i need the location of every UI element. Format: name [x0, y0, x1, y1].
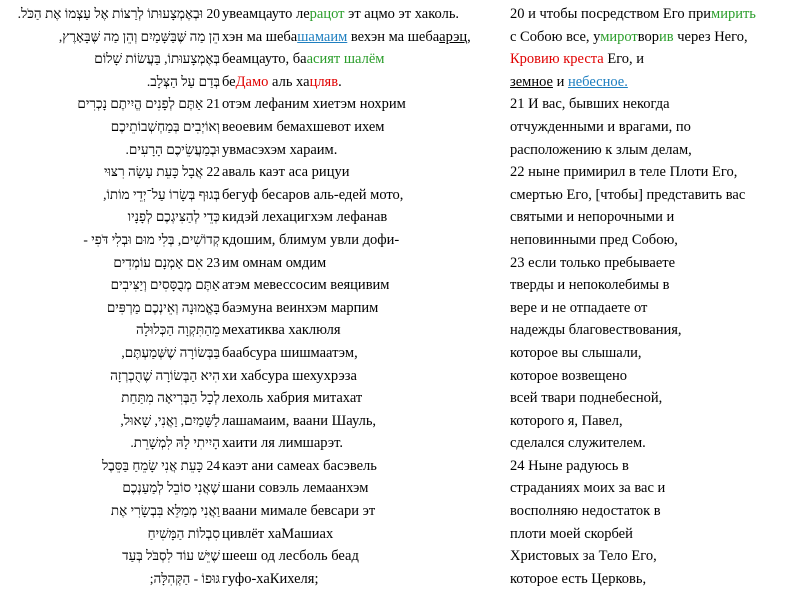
translit-line: кдошим, блимум увли дофи-	[222, 231, 400, 248]
russian-line: смертью Его, [чтобы] представить вас	[510, 186, 746, 203]
hebrew-line: 24 כָּעֵת אֲנִי שָׂמֵחַ בַּסֵּבֶל	[101, 457, 220, 473]
russian-line: отчужденными и врагами, по	[510, 118, 691, 135]
hebrew-line: שֶׁיֵּשׁ עוֹד לִסְבֹּל בְּעַד	[122, 548, 220, 564]
russian-line: 22 ныне примирил в теле Плоти Его,	[510, 164, 738, 181]
hebrew-line: לַשָּׁמַיִם, וַאֲנִי, שָׁאוּל,	[120, 412, 220, 428]
hebrew-line: גּוּפוֹ - הַקְּהִלָּה;	[149, 570, 220, 586]
translit-line: шееш од лесболь беад	[222, 548, 359, 565]
russian-line: всей твари поднебесной,	[510, 390, 663, 407]
translit-line: увеамцауто лерацот эт ацмо эт хаколь.	[222, 6, 460, 22]
hebrew-line: 21 אַתֶּם לְפָנִים הֱיִיתֶם נָכְרִים	[77, 96, 220, 112]
russian-line: плоти моей скорбей	[510, 525, 633, 542]
transliteration-column	[222, 3, 492, 590]
hebrew-line: בַּבְּשׂוֹרָה שֶׁשְּׁמַעְתֶּם,	[121, 344, 220, 360]
russian-line: сделался служителем.	[510, 435, 646, 452]
hebrew-line: בְּדַם עַל הַצְּלָב.	[146, 73, 220, 89]
russian-line: которое возвещено	[510, 367, 628, 384]
translit-line: ваани мимале бевсари эт	[222, 503, 376, 520]
hebrew-line: סִבְלוֹת הַמָּשִׁיחַ	[147, 525, 220, 541]
russian-line: с Собою все, умиротворив через Него,	[510, 28, 748, 45]
hebrew-line: 23 אִם אָמְנָם עוֹמְדִים	[113, 254, 220, 270]
translit-line: каэт ани самеах басэвель	[222, 457, 377, 474]
russian-line: которое вы слышали,	[510, 344, 642, 361]
translit-line: гуфо-хаКихеля;	[222, 570, 319, 587]
hebrew-line: הֵן מַה שֶּׁבַּשָּׁמַיִם וְהֵן מַה שֶּׁבָּאָרֶץ,	[58, 28, 220, 44]
translit-line: кидэй лехацигхэм лефанав	[222, 209, 388, 226]
translit-line: веоевим бемахшевот ихем	[222, 118, 385, 135]
russian-line: Кровию креста Его, и	[510, 51, 645, 68]
translit-line: лехоль хабрия митахат	[222, 390, 363, 407]
russian-line: расположению к злым делам,	[510, 141, 692, 158]
translit-line: им омнам омдим	[222, 254, 327, 271]
translit-line: аваль каэт аса рицуи	[222, 164, 350, 181]
translit-line: хэн ма шебашамаим вехэн ма шебаарэц,	[222, 28, 471, 45]
russian-line: восполняю недостаток в	[510, 503, 661, 520]
russian-line: тверды и непоколебимы в	[510, 277, 670, 294]
russian-line: 23 если только пребываете	[510, 254, 676, 271]
russian-line: надежды благовествования,	[510, 322, 682, 339]
russian-line: вере и не отпадаете от	[510, 299, 648, 316]
hebrew-line: בְּגוּף בְּשָׂרוֹ עַל־יְדֵי מוֹתוֹ,	[103, 186, 220, 202]
translit-line: отэм лефаним хиетэм нохрим	[222, 96, 406, 113]
russian-line: 20 и чтобы посредством Его примирить	[510, 6, 756, 22]
russian-line: святыми и непорочными и	[510, 209, 675, 226]
hebrew-column	[4, 3, 220, 590]
translit-line: шани совэль лемаанхэм	[222, 480, 369, 497]
hebrew-line: כְּדֵי לְהַצִּיגְכֶם לְפָנָיו	[127, 209, 220, 225]
hebrew-line: לְכָל הַבְּרִיאָה מִתַּחַת	[121, 390, 220, 406]
translit-line: баабсура шишмаатэм,	[222, 344, 358, 361]
hebrew-line: 20 וּבְאֶמְצָעוּתוֹ לְרַצּוֹת אֶל עַצְמוֹ אֶת הַכֹּל.	[17, 6, 220, 21]
russian-line: земное и небесное.	[510, 73, 628, 90]
hebrew-line: וְאוֹיְבִים בְּמַחְשְׁבוֹתֵיכֶם	[110, 118, 220, 134]
russian-line: страданиях моих за вас и	[510, 480, 666, 497]
hebrew-line: וּבְמַעֲשֵׂיכֶם הָרָעִים.	[125, 141, 220, 157]
russian-line: которое есть Церковь,	[510, 570, 647, 587]
russian-line: Христовых за Тело Его,	[510, 548, 657, 565]
russian-line: неповинными пред Собою,	[510, 231, 678, 248]
russian-line: 21 И вас, бывших некогда	[510, 96, 670, 113]
hebrew-line: מֵהַתִּקְוָה הַכְּלוּלָה	[135, 322, 220, 338]
russian-line: 24 Ныне радуюсь в	[510, 457, 629, 474]
translit-line: хаити ля лимшарэт.	[222, 435, 343, 452]
translit-line: мехатиква хаклюля	[222, 322, 341, 339]
hebrew-line: קְדוֹשִׁים, בְּלִי מוּם וּבְלִי דֹּפִי -	[83, 231, 220, 247]
russian-column	[510, 3, 795, 590]
translit-line: атэм мевессосим веяцивим	[222, 277, 390, 294]
translit-line: баэмуна веинхэм марпим	[222, 299, 379, 316]
hebrew-line: בָּאֱמוּנָה וְאֵינְכֶם מַרְפִּים	[106, 299, 220, 315]
translit-line: лашамаим, ваани Шауль,	[222, 412, 377, 429]
hebrew-line: הָיִיתִי לָהּ לִמְשָׁרֵת.	[130, 435, 220, 451]
translit-line: беДамо аль хацляв.	[222, 73, 342, 90]
translit-line: увмасэхэм хараим.	[222, 141, 338, 158]
hebrew-line: 22 אֲבָל כָּעֵת עָשָׂה רִצּוּי	[103, 164, 220, 180]
translit-line: хи хабсура шехухрэза	[222, 367, 357, 384]
hebrew-line: בְּאֶמְצָעוּתוֹ, בַּעֲשׂוֹת שָׁלוֹם	[94, 51, 220, 67]
translit-line: беамцауто, баасият шалём	[222, 51, 385, 68]
translit-line: бегуф бесаров аль-едей мото,	[222, 186, 404, 203]
hebrew-line: וַאֲנִי מְמַלֵּא בִּבְשָׂרִי אֶת	[110, 503, 220, 519]
translit-line: цивлёт хаМашиах	[222, 525, 334, 542]
russian-line: которого я, Павел,	[510, 412, 623, 429]
hebrew-line: הִיא הַבְּשׂוֹרָה שֶׁהֻכְרְזָה	[110, 367, 220, 383]
hebrew-line: שֶׁאֲנִי סוֹבֵל לְמַעַנְכֶם	[122, 480, 220, 496]
hebrew-line: אַתֶּם מְבֻסָּסִים וְיַצִּיבִים	[110, 277, 220, 293]
